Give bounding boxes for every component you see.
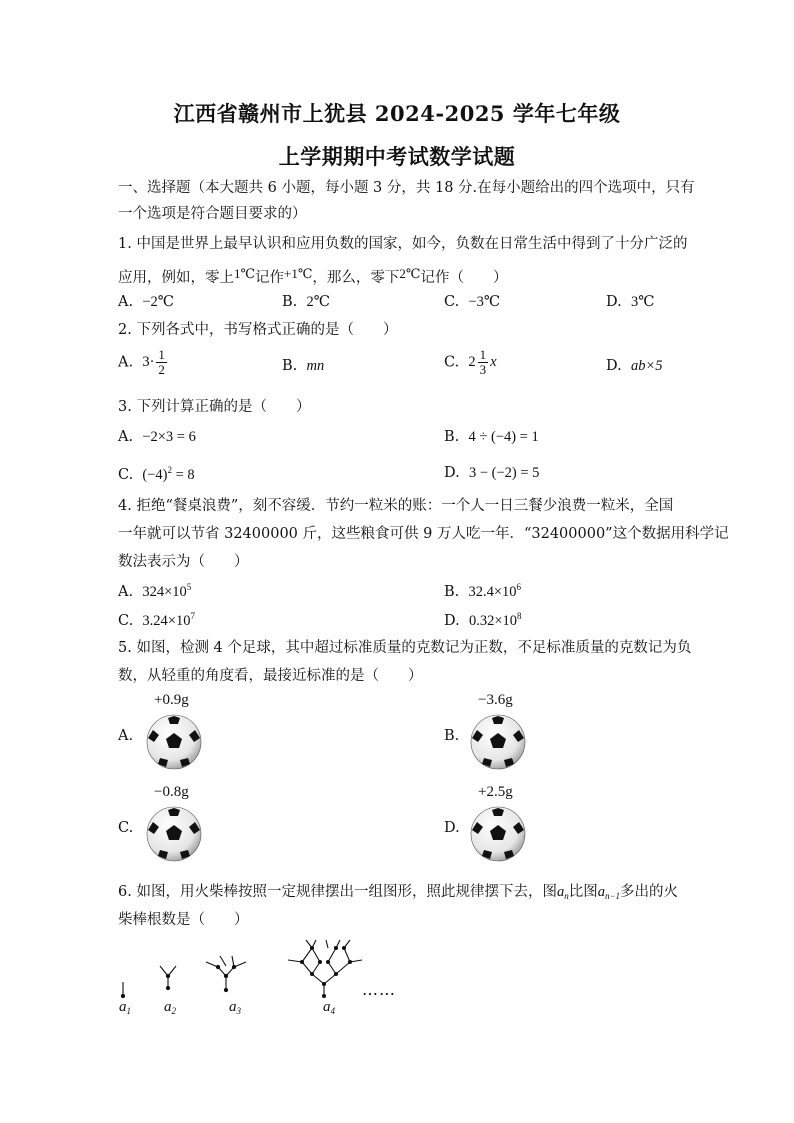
ball-weight-label-a: +0.9g bbox=[154, 692, 189, 708]
option-whole: 2 bbox=[468, 354, 476, 370]
option-exponent: 6 bbox=[516, 582, 522, 592]
ellipsis: …… bbox=[362, 980, 396, 999]
q4-stem-line3: 数法表示为（ ） bbox=[118, 554, 249, 570]
q3-option-b[interactable] bbox=[444, 429, 539, 446]
q1-math-b: 1℃ bbox=[234, 266, 256, 281]
q6-stem-line1 bbox=[118, 882, 678, 906]
option-key: C. bbox=[444, 354, 460, 371]
q2-option-c[interactable] bbox=[444, 348, 497, 377]
soccer-ball-icon bbox=[146, 714, 202, 770]
q4-option-a[interactable] bbox=[118, 582, 191, 601]
q1-text-g: 记作（ ） bbox=[420, 270, 508, 286]
option-text: mn bbox=[306, 358, 325, 374]
figure-label-a4 bbox=[323, 999, 335, 1016]
q2-option-a[interactable] bbox=[118, 348, 169, 377]
figure-var: a bbox=[229, 999, 237, 1015]
q1-text-a: 应用，例如，零上 bbox=[118, 270, 234, 286]
q5-stem-line1: 5. 如图，检测 4 个足球，其中超过标准质量的克数记为正数，不足标准质量的克数记为负 bbox=[118, 640, 692, 656]
option-rest: = 8 bbox=[172, 467, 195, 483]
q6-var-an: a bbox=[556, 884, 565, 900]
section-heading-line2: 一个选项是符合题目要求的） bbox=[118, 206, 307, 222]
q4-stem-line1: 4. 拒绝“餐桌浪费”，刻不容缓．节约一粒米的账：一个人一日三餐少浪费一粒米，全国 bbox=[118, 498, 674, 514]
q1-option-b[interactable] bbox=[282, 294, 330, 311]
option-key: A. bbox=[118, 584, 134, 600]
option-text: ab×5 bbox=[630, 358, 663, 374]
soccer-ball-icon bbox=[470, 714, 526, 770]
option-key: B. bbox=[444, 429, 460, 445]
option-exponent: 5 bbox=[186, 582, 192, 592]
option-exponent: 8 bbox=[517, 611, 522, 621]
option-text: 3 − (−2) = 5 bbox=[468, 465, 540, 481]
option-text: −2℃ bbox=[142, 294, 174, 310]
q6-var-an-1: a bbox=[597, 884, 605, 900]
option-base: 32.4×10 bbox=[468, 584, 517, 600]
option-base: 3.24×10 bbox=[142, 613, 191, 629]
section-heading-line1: 一、选择题（本大题共 6 小题，每小题 3 分，共 18 分.在每小题给出的四个选项中，只有 bbox=[118, 180, 695, 196]
page-title-line1: 江西省赣州市上犹县 2024-2025 学年七年级 bbox=[173, 101, 621, 126]
matchstick-figure-a3 bbox=[206, 956, 246, 992]
option-exponent: 2 bbox=[167, 465, 172, 475]
option-whole: 3· bbox=[142, 354, 155, 370]
option-key: C. bbox=[444, 294, 460, 310]
option-base: 324×10 bbox=[142, 584, 187, 600]
fraction-denominator: 3 bbox=[479, 362, 487, 377]
figure-sub: 4 bbox=[330, 1006, 335, 1016]
q1-option-a[interactable] bbox=[118, 294, 174, 311]
q6-text-a: 6. 如图，用火柴棒按照一定规律摆出一组图形，照此规律摆下去，图 bbox=[118, 884, 557, 900]
q1-option-c[interactable] bbox=[444, 294, 500, 311]
option-key: A. bbox=[118, 294, 134, 310]
q1-option-d[interactable] bbox=[606, 294, 654, 311]
q3-option-c[interactable] bbox=[118, 465, 195, 484]
q6-var-an-1-sub: n−1 bbox=[604, 891, 621, 901]
figure-sub: 3 bbox=[236, 1006, 241, 1016]
q2-stem: 2. 下列各式中，书写格式正确的是（ ） bbox=[118, 322, 398, 338]
matchstick-figure-a1 bbox=[121, 982, 124, 998]
fraction bbox=[156, 348, 167, 377]
ball-weight-label-b: −3.6g bbox=[478, 692, 513, 708]
option-key: D. bbox=[606, 294, 622, 310]
figure-sub: 1 bbox=[126, 1006, 131, 1016]
q5-option-d[interactable]: D. bbox=[444, 820, 460, 836]
fraction-numerator: 1 bbox=[158, 347, 165, 362]
option-text: 2℃ bbox=[306, 294, 330, 310]
q1-math-f: 2℃ bbox=[399, 266, 421, 281]
q4-option-b[interactable] bbox=[444, 582, 521, 601]
fraction bbox=[478, 348, 489, 377]
q5-option-c[interactable]: C. bbox=[118, 820, 134, 836]
option-exponent: 7 bbox=[190, 611, 195, 621]
soccer-ball-icon bbox=[146, 806, 202, 862]
q5-option-b[interactable]: B. bbox=[444, 728, 460, 744]
option-text: −2×3 = 6 bbox=[142, 429, 196, 445]
q3-option-a[interactable] bbox=[118, 429, 196, 446]
q4-option-d[interactable] bbox=[444, 611, 522, 630]
fraction-numerator: 1 bbox=[479, 347, 487, 362]
ball-weight-label-c: −0.8g bbox=[154, 784, 189, 800]
option-key: B. bbox=[282, 294, 298, 310]
option-key: D. bbox=[444, 613, 460, 629]
q1-text-c: 记作 bbox=[255, 270, 285, 286]
q6-text-c: 比图 bbox=[568, 884, 598, 900]
q4-option-c[interactable] bbox=[118, 611, 195, 630]
option-key: D. bbox=[606, 358, 622, 374]
option-key: C. bbox=[118, 467, 134, 483]
soccer-ball-icon bbox=[470, 806, 526, 862]
matchstick-figures bbox=[110, 934, 410, 1024]
q2-option-d[interactable] bbox=[606, 358, 662, 375]
ball-weight-label-d: +2.5g bbox=[478, 784, 513, 800]
matchstick-figure-a2 bbox=[160, 966, 176, 990]
q5-stem-line2: 数，从轻重的角度看，最接近标准的是（ ） bbox=[118, 668, 423, 684]
page-title-line2: 上学期期中考试数学试题 bbox=[278, 144, 516, 169]
figure-sub: 2 bbox=[171, 1006, 176, 1016]
q1-text-e: ，那么，零下 bbox=[312, 270, 400, 286]
q6-stem-line2: 柴棒根数是（ ） bbox=[118, 912, 249, 928]
q3-stem: 3. 下列计算正确的是（ ） bbox=[118, 399, 311, 415]
option-key: A. bbox=[118, 429, 134, 445]
option-text: 4 ÷ (−4) = 1 bbox=[468, 429, 539, 445]
figure-var: a bbox=[164, 999, 172, 1015]
option-key: B. bbox=[444, 584, 460, 600]
figure-var: a bbox=[119, 999, 127, 1015]
figure-label-a3 bbox=[229, 999, 241, 1016]
q4-stem-line2: 一年就可以节省 32400000 斤，这些粮食可供 9 万人吃一年．“32400000”这个数据用科学记 bbox=[118, 526, 729, 542]
option-base: (−4) bbox=[142, 467, 168, 483]
option-key: D. bbox=[444, 465, 460, 481]
option-key: A. bbox=[118, 354, 134, 371]
q2-option-b[interactable] bbox=[282, 358, 324, 375]
figure-label-a2 bbox=[164, 999, 176, 1016]
option-text: −3℃ bbox=[468, 294, 501, 310]
figure-label-a1 bbox=[119, 999, 131, 1016]
fraction-denominator: 2 bbox=[158, 362, 165, 377]
q6-text-e: 多出的火 bbox=[620, 884, 679, 900]
q3-option-d[interactable] bbox=[444, 465, 539, 482]
q5-option-a[interactable]: A. bbox=[118, 728, 134, 744]
matchstick-figure-a4 bbox=[288, 940, 362, 998]
option-base: 0.32×10 bbox=[468, 613, 517, 629]
q1-math-d: +1℃ bbox=[284, 266, 313, 281]
q1-stem-line2 bbox=[118, 264, 507, 288]
option-key: C. bbox=[118, 613, 134, 629]
q1-stem-line1: 1. 中国是世界上最早认识和应用负数的国家，如今，负数在日常生活中得到了十分广泛的 bbox=[118, 236, 688, 252]
option-text: 3℃ bbox=[630, 294, 655, 310]
option-key: B. bbox=[282, 358, 298, 374]
option-variable: x bbox=[490, 354, 497, 370]
figure-var: a bbox=[323, 999, 331, 1015]
q6-var-an-sub: n bbox=[564, 891, 569, 901]
